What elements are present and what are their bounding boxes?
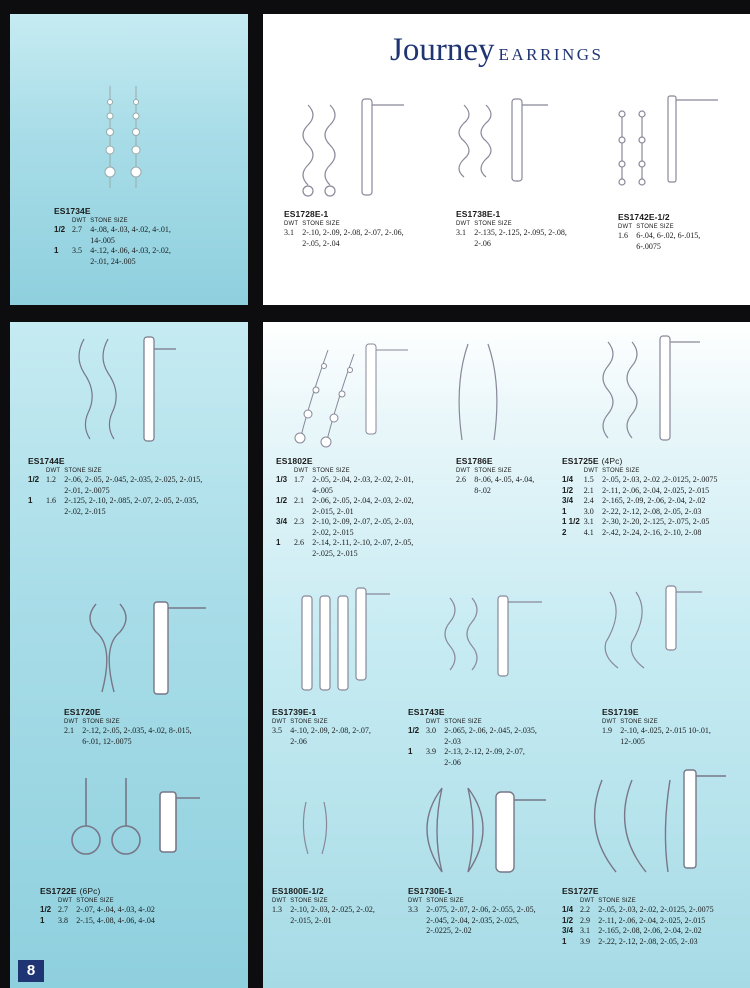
table-row: 1.6 6-.04, 6-.02, 6-.015, 6-.0075: [618, 231, 701, 251]
table-row: 1/2 2.7 4-.08, 4-.03, 4-.02, 4-.01, 14-.005: [54, 225, 171, 245]
table-row: 1.3 2-.10, 2-.03, 2-.025, 2-.02, 2-.015, 2-.01: [272, 905, 375, 925]
sku: ES1722E (6Pc): [40, 886, 101, 896]
spec-table: DWT STONE SIZE 3.5 4-.10, 2-.09, 2-.08, 2-.07, 2-.06: [272, 719, 384, 747]
spec-table: DWT STONE SIZE 1/3 1.7 2-.05, 2-.04, 2-.03, 2-.02, 2-.01, 4-.005 1/2 2.1 2-.06, 2-.05, 2-.04, 2-.03, 2-.02, 2-.015, 2-.01 3/4 2.3 2-.10, 2-.09, 2-.07, 2-.05, 2-.03, 2-.02, 2-.015 1 2.6 2-.14, 2-.11, 2-.10, 2-.07, 2-.05, 2-.025, 2-.015: [276, 468, 432, 559]
earring-image-es1734e: [96, 82, 156, 194]
table-row: 1/2 3.0 2-.065, 2-.06, 2-.045, 2-.035, 2-.03: [408, 726, 537, 746]
title-caps: EARRINGS: [498, 45, 604, 64]
table-row: 3/4 3.1 2-.165, 2-.08, 2-.06, 2-.04, 2-.02: [562, 926, 702, 935]
table-row: 1/2 2.9 2-.11, 2-.06, 2-.04, 2-.025, 2-.015: [562, 915, 706, 925]
product-es1725e: [562, 456, 748, 538]
table-row: 3/4 2.4 2-.165, 2-.09, 2-.06, 2-.04, 2-.02: [562, 496, 706, 505]
spec-table: DWT STONE SIZE 3.3 2-.075, 2-.07, 2-.06, 2-.055, 2-.05, 2-.045, 2-.04, 2-.035, 2-.025, 2-.0225, 2-.02: [408, 898, 546, 937]
sku: ES1720E: [64, 707, 101, 717]
sku: ES1802E: [276, 456, 313, 466]
product-es1739e-1: [272, 707, 402, 747]
table-row: 2.1 2-.12, 2-.05, 2-.035, 4-.02, 8-.015, 6-.01, 12-.0075: [64, 726, 192, 746]
table-row: 2 4.1 2-.42, 2-.24, 2-.16, 2-.10, 2-.08: [562, 527, 702, 537]
product-es1743e: [408, 707, 558, 768]
sku: ES1734E: [54, 206, 91, 216]
spec-table: DWT STONE SIZE 3.1 2-.10, 2-.09, 2-.08, 2-.07, 2-.06, 2-.05, 2-.04: [284, 221, 416, 249]
product-es1800e-1-2: [272, 886, 408, 926]
product-es1802e: [276, 456, 456, 559]
table-row: 1 1/2 3.1 2-.30, 2-.20, 2-.125, 2-.075, 2-.05: [562, 517, 710, 526]
product-es1728e-1: [284, 209, 434, 249]
product-es1730e-1: [408, 886, 558, 937]
page-number: 8: [18, 960, 44, 982]
product-es1734e: [54, 206, 240, 267]
earring-image-es1742e-1-2: [612, 92, 722, 192]
earring-image-es1727e: [580, 764, 730, 880]
earring-image-es1722e: [62, 772, 202, 872]
table-row: 1/2 1.2 2-.06, 2-.05, 2-.045, 2-.035, 2-.025, 2-.015, 2-.01, 2-.0075: [28, 475, 203, 495]
product-es1719e: [602, 707, 742, 747]
product-es1727e: [562, 886, 748, 947]
spec-table: DWT STONE SIZE 1/4 1.5 2-.05, 2-.03, 2-.02 ,2-.0125, 2-.0075 1/2 2.1 2-.11, 2-.06, 2-.04, 2-.025, 2-.015 3/4 2.4 2-.165, 2-.09, 2-.06, 2-.04, 2-.02 1 3.0 2-.22, 2-.12, 2-.08, 2-.05, 2-.03 1 1/2 3.1 2-.30, 2-.20, 2-.125, 2-.075, 2-.05 2 4.1 2-.42, 2-.24, 2-.16, 2-.10, 2-.08: [562, 468, 721, 538]
sku: ES1743E: [408, 707, 445, 717]
product-es1720e: [64, 707, 234, 747]
table-row: 1/3 1.7 2-.05, 2-.04, 2-.03, 2-.02, 2-.01, 4-.005: [276, 475, 414, 495]
spec-table: DWT STONE SIZE 1.9 2-.10, 4-.025, 2-.015 10-.01, 12-.005: [602, 719, 716, 747]
table-row: 1 3.8 2-.15, 4-.08, 4-.06, 4-.04: [40, 915, 155, 925]
spec-table: DWT STONE SIZE 2.6 8-.06, 4-.05, 4-.04, 8-.02: [456, 468, 538, 496]
table-row: 1/2 2.1 2-.06, 2-.05, 2-.04, 2-.03, 2-.02, 2-.015, 2-.01: [276, 496, 414, 516]
earring-image-es1743e: [436, 592, 546, 684]
product-es1722e: [40, 886, 240, 926]
earring-image-es1725e: [594, 332, 704, 448]
table-row: 1.9 2-.10, 4-.025, 2-.015 10-.01, 12-.005: [602, 726, 711, 746]
sku: ES1725E (4Pc): [562, 456, 623, 466]
spec-table: DWT STONE SIZE 1/2 3.0 2-.065, 2-.06, 2-.045, 2-.035, 2-.03 1 3.9 2-.13, 2-.12, 2-.09, 2-.07, 2-.06: [408, 719, 542, 768]
spec-table: DWT STONE SIZE 2.1 2-.12, 2-.05, 2-.035, 4-.02, 8-.015, 6-.01, 12-.0075: [64, 719, 206, 747]
table-row: 3.1 2-.135, 2-.125, 2-.095, 2-.08, 2-.06: [456, 228, 567, 248]
earring-image-es1728e-1: [296, 95, 408, 203]
product-es1744e: [28, 456, 244, 517]
spec-table: DWT STONE SIZE 1/2 2.7 4-.08, 4-.03, 4-.02, 4-.01, 14-.005 1 3.5 4-.12, 4-.06, 4-.03, 2-.02, 2-.01, 24-.005: [54, 218, 180, 267]
product-es1742e-1-2: [618, 212, 746, 252]
page-title: [390, 32, 604, 69]
table-row: 1/2 2.7 2-.07, 4-.04, 4-.03, 4-.02: [40, 905, 155, 914]
sku: ES1744E: [28, 456, 65, 466]
sku: ES1739E-1: [272, 707, 317, 717]
table-row: 3.5 4-.10, 2-.09, 2-.08, 2-.07, 2-.06: [272, 726, 371, 746]
table-row: 3/4 2.3 2-.10, 2-.09, 2-.07, 2-.05, 2-.03, 2-.02, 2-.015: [276, 517, 414, 537]
sku: ES1742E-1/2: [618, 212, 670, 222]
table-row: 1/4 2.2 2-.05, 2-.03, 2-.02, 2-.0125, 2-.0075: [562, 905, 714, 914]
product-es1786e: [456, 456, 556, 496]
table-row: 1/4 1.5 2-.05, 2-.03, 2-.02 ,2-.0125, 2-.0075: [562, 475, 718, 484]
sku: ES1727E: [562, 886, 599, 896]
sku: ES1728E-1: [284, 209, 329, 219]
table-row: 3.3 2-.075, 2-.07, 2-.06, 2-.055, 2-.05, 2-.045, 2-.04, 2-.035, 2-.025, 2-.0225, 2-.02: [408, 905, 536, 935]
earring-image-es1720e: [78, 598, 210, 702]
earring-image-es1719e: [596, 582, 706, 678]
spec-table: DWT STONE SIZE 1/2 2.7 2-.07, 4-.04, 4-.03, 4-.02 1 3.8 2-.15, 4-.08, 4-.06, 4-.04: [40, 898, 159, 926]
title-script: Journey: [390, 32, 495, 68]
sku: ES1800E-1/2: [272, 886, 324, 896]
table-row: 1 1.6 2-.125, 2-.10, 2-.085, 2-.07, 2-.05, 2-.035, 2-.02, 2-.015: [28, 496, 199, 516]
product-es1738e-1: [456, 209, 596, 249]
table-row: 2.6 8-.06, 4-.05, 4-.04, 8-.02: [456, 475, 535, 495]
sku: ES1719E: [602, 707, 639, 717]
table-row: 1 3.5 4-.12, 4-.06, 4-.03, 2-.02, 2-.01, 24-.005: [54, 246, 171, 266]
spec-table: DWT STONE SIZE 1/4 2.2 2-.05, 2-.03, 2-.02, 2-.0125, 2-.0075 1/2 2.9 2-.11, 2-.06, 2-.04, 2-.025, 2-.015 3/4 3.1 2-.165, 2-.08, 2-.06, 2-.04, 2-.02 1 3.9 2-.22, 2-.12, 2-.08, 2-.05, 2-.03: [562, 898, 718, 947]
sku: ES1730E-1: [408, 886, 453, 896]
earring-image-es1800e-1-2: [296, 798, 336, 858]
earring-image-es1739e-1: [296, 584, 392, 696]
spec-table: DWT STONE SIZE 1/2 1.2 2-.06, 2-.05, 2-.045, 2-.035, 2-.025, 2-.015, 2-.01, 2-.0075 1 1.6 2-.125, 2-.10, 2-.085, 2-.07, 2-.05, 2-.035, 2-.02, 2-.015: [28, 468, 218, 517]
table-row: 1 3.9 2-.13, 2-.12, 2-.09, 2-.07, 2-.06: [408, 747, 525, 767]
sku: ES1738E-1: [456, 209, 501, 219]
table-row: 1 3.0 2-.22, 2-.12, 2-.08, 2-.05, 2-.03: [562, 506, 702, 516]
spec-table: DWT STONE SIZE 1.6 6-.04, 6-.02, 6-.015, 6-.0075: [618, 224, 728, 252]
earring-image-es1744e: [70, 333, 180, 447]
table-row: 1 2.6 2-.14, 2-.11, 2-.10, 2-.07, 2-.05, 2-.025, 2-.015: [276, 538, 414, 558]
spec-table: DWT STONE SIZE 3.1 2-.135, 2-.125, 2-.095, 2-.08, 2-.06: [456, 221, 578, 249]
table-row: 1/2 2.1 2-.11, 2-.06, 2-.04, 2-.025, 2-.015: [562, 485, 710, 495]
earring-image-es1738e-1: [450, 95, 550, 191]
earring-image-es1730e-1: [412, 782, 550, 882]
sku: ES1786E: [456, 456, 493, 466]
table-row: 3.1 2-.10, 2-.09, 2-.08, 2-.07, 2-.06, 2-.05, 2-.04: [284, 228, 404, 248]
earring-image-es1786e: [450, 340, 510, 446]
earring-image-es1802e: [286, 340, 412, 450]
spec-table: DWT STONE SIZE 1.3 2-.10, 2-.03, 2-.025, 2-.02, 2-.015, 2-.01: [272, 898, 390, 926]
table-row: 1 3.9 2-.22, 2-.12, 2-.08, 2-.05, 2-.03: [562, 936, 698, 946]
